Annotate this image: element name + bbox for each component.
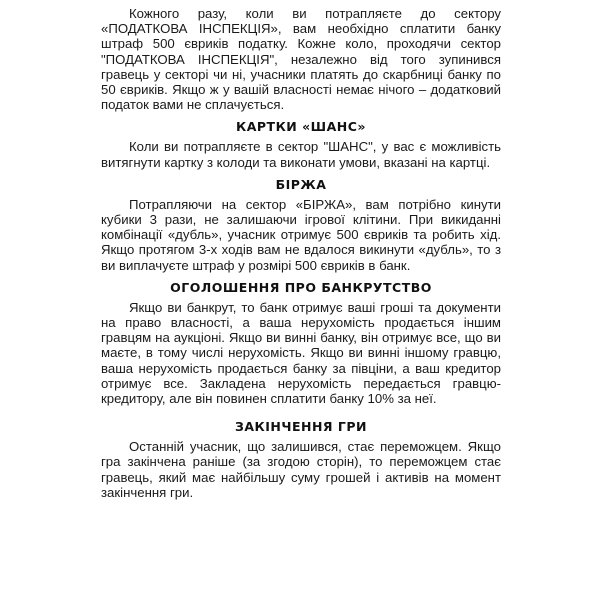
exchange-paragraph: Потрапляючи на сектор «БІРЖА», вам потрібно кинути кубики 3 рази, не залишаючи ігрової клітини. При викиданні комбінації «дубль», учасник отримує 500 євриків та робить хід. Якщо протягом 3-х ходів вам не вдалося викинути «дубль», то з ви виплачуєте штраф у розмірі 500 євриків в банк. xyxy=(101,196,501,273)
exchange-heading: БІРЖА xyxy=(275,176,327,192)
tax-paragraph: Кожного разу, коли ви потрапляєте до сектору «ПОДАТКОВА ІНСПЕКЦІЯ», вам необхідно сплатити банку штраф 500 євриків податку. Кожне коло, проходячи сектор "ПОДАТКОВА ІНСПЕКЦІЯ", незалежно від того зупинився гравець у секторі чи ні, учасники платять до скарбниці банку по 50 євриків. Якщо ж у вашій власності немає нічого – додатковий податок вами не сплачується. xyxy=(101,6,501,113)
chance-heading: КАРТКИ «ШАНС» xyxy=(235,119,366,135)
chance-paragraph: Коли ви потрапляєте в сектор "ШАНС", у вас є можливість витягнути картку з колоди та виконати умови, вказані на картці. xyxy=(101,139,501,170)
end-paragraph: Останній учасник, що залишився, стає переможцем. Якщо гра закінчена раніше (за згодою сторін), то переможцем стає гравець, який має найбільшу суму грошей і активів на момент закінчення гри. xyxy=(101,439,501,500)
bankruptcy-heading: ОГОЛОШЕННЯ ПРО БАНКРУТСТВО xyxy=(170,279,432,295)
section-gap xyxy=(101,406,501,412)
end-heading: ЗАКІНЧЕННЯ ГРИ xyxy=(234,419,367,435)
rules-column xyxy=(101,6,501,500)
bankruptcy-paragraph: Якщо ви банкрут, то банк отримує ваші гроші та документи на право власності, а ваша нерухомість продається іншим гравцям на аукціоні. Якщо ви винні банку, він отримує все, що ви маєте, в тому числі нерухомість. Якщо ви винні іншому гравцю, ваша нерухомість продається банку за півціни, а ваш кредитор отримує все. Закладена нерухомість передається гравцю-кредитору, але він повинен сплатити банку 10% за неї. xyxy=(101,299,501,407)
